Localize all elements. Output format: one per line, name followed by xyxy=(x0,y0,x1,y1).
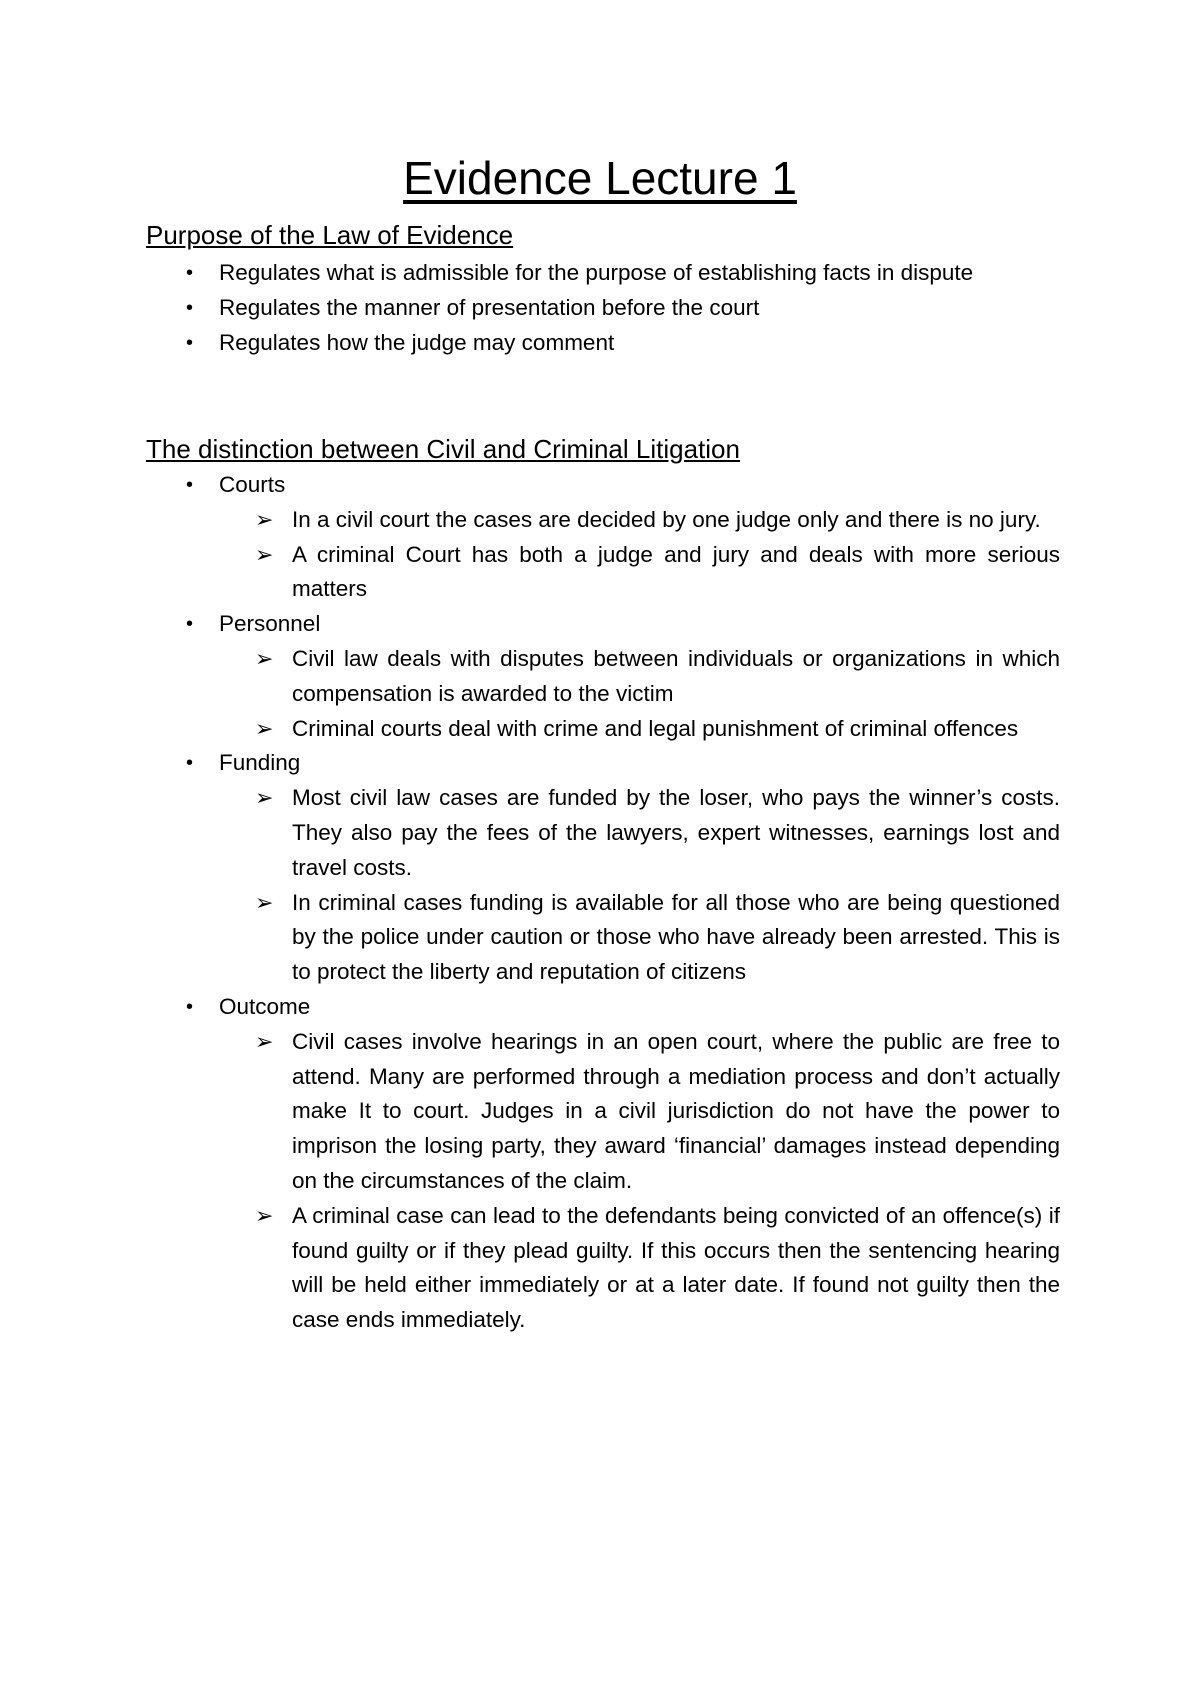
arrow-bullet-icon: ➢ xyxy=(255,785,274,811)
group-label: Personnel xyxy=(219,611,321,637)
sub-item-text: Civil cases involve hearings in an open court, where the public are free to attend. Many are performed through a mediation process and don’t actually make It to court. Judges in a civil jurisdiction do not have the power to imprison the losing party, they award ‘financial’ damages instead depending on the circumstances of the claim. xyxy=(292,1028,1060,1193)
arrow-bullet-icon: ➢ xyxy=(255,715,274,741)
sub-list-item xyxy=(255,1199,1060,1338)
group-label: Outcome xyxy=(219,993,311,1019)
arrow-bullet-icon: ➢ xyxy=(255,506,274,532)
bullet-icon: • xyxy=(186,613,194,636)
section-heading-distinction: The distinction between Civil and Criminal Litigation xyxy=(146,434,740,464)
bullet-icon: • xyxy=(186,474,194,496)
sub-list xyxy=(219,503,1060,607)
sub-list-item xyxy=(255,886,1060,990)
bullet-icon: • xyxy=(186,331,194,354)
distinction-bullet-list xyxy=(0,468,1200,1338)
bullet-icon: • xyxy=(186,262,194,284)
arrow-bullet-icon: ➢ xyxy=(255,1028,274,1054)
list-item-funding xyxy=(0,746,1060,990)
bullet-icon: • xyxy=(186,296,194,319)
list-item xyxy=(0,326,1060,361)
bullet-icon: • xyxy=(186,995,194,1018)
sub-list-item xyxy=(255,1025,1060,1199)
list-item-courts xyxy=(0,468,1060,607)
purpose-bullet-list xyxy=(0,256,1200,360)
page-title: Evidence Lecture 1 xyxy=(403,152,797,204)
group-label: Courts xyxy=(219,472,286,497)
sub-list-item xyxy=(255,712,1060,747)
bullet-text: Regulates how the judge may comment xyxy=(219,329,615,355)
sub-item-text: Civil law deals with disputes between individuals or organizations in which compensation is awarded to the victim xyxy=(292,645,1060,706)
sub-list-item xyxy=(255,503,1060,538)
sub-list-item xyxy=(255,781,1060,885)
sub-list xyxy=(219,781,1060,990)
sub-item-text: Criminal courts deal with crime and legal punishment of criminal offences xyxy=(292,715,1019,741)
section-heading-purpose: Purpose of the Law of Evidence xyxy=(146,220,514,250)
sub-item-text: In a civil court the cases are decided by one judge only and there is no jury. xyxy=(292,506,1041,532)
sub-item-text: A criminal Court has both a judge and jury and deals with more serious matters xyxy=(292,541,1060,602)
list-item xyxy=(0,256,1060,291)
sub-list xyxy=(219,642,1060,746)
arrow-bullet-icon: ➢ xyxy=(255,645,274,671)
sub-item-text: In criminal cases funding is available for all those who are being questioned by the police under caution or those who have already been arrested. This is to protect the liberty and reputation of citizens xyxy=(292,889,1060,985)
bullet-text: Regulates the manner of presentation before the court xyxy=(219,294,760,320)
sub-list-item xyxy=(255,642,1060,712)
arrow-bullet-icon: ➢ xyxy=(255,889,274,915)
bullet-text: Regulates what is admissible for the purpose of establishing facts in dispute xyxy=(219,260,974,285)
group-label: Funding xyxy=(219,750,301,776)
list-item-personnel xyxy=(0,607,1060,746)
list-item-outcome xyxy=(0,990,1060,1338)
sub-list xyxy=(219,1025,1060,1338)
bullet-icon: • xyxy=(186,752,194,775)
sub-item-text: A criminal case can lead to the defendants being convicted of an offence(s) if found guilty or if they plead guilty. If this occurs then the sentencing hearing will be held either immediately or at a later date. If found not guilty then the case ends immediately. xyxy=(292,1202,1060,1333)
list-item xyxy=(0,291,1060,326)
arrow-bullet-icon: ➢ xyxy=(255,1202,274,1228)
sub-list-item xyxy=(255,538,1060,608)
sub-item-text: Most civil law cases are funded by the loser, who pays the winner’s costs. They also pay the fees of the lawyers, expert witnesses, earnings lost and travel costs. xyxy=(292,785,1060,880)
arrow-bullet-icon: ➢ xyxy=(255,541,274,567)
